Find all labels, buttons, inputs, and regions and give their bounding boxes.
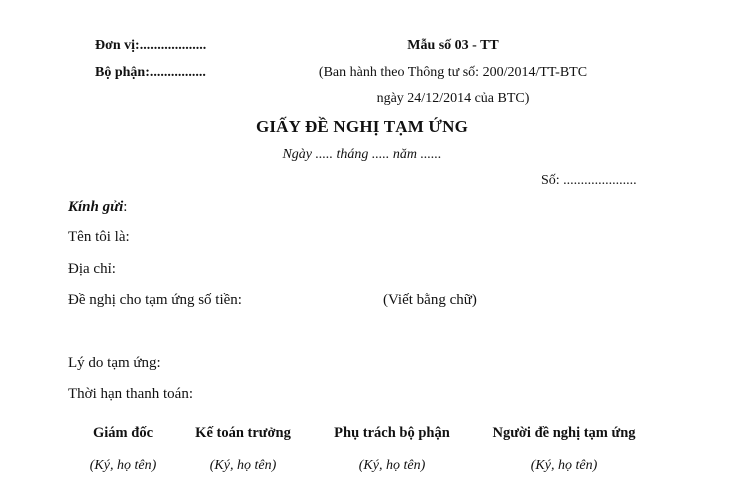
signature-note: (Ký, họ tên)	[89, 458, 157, 473]
signature-requester	[492, 425, 635, 474]
address-label: Địa chỉ:	[68, 261, 116, 277]
decree-line-1: (Ban hành theo Thông tư số: 200/2014/TT-BTC	[318, 65, 588, 80]
signature-role: Người đề nghị tạm ứng	[492, 425, 636, 441]
signature-note: (Ký, họ tên)	[209, 458, 277, 473]
to-label: Kính gửi	[68, 199, 124, 215]
reason-label: Lý do tạm ứng:	[68, 355, 161, 371]
signature-chief-accountant	[195, 425, 291, 474]
amount-in-words-label: (Viết bằng chữ)	[383, 292, 477, 308]
to-line	[68, 199, 127, 216]
document-title: GIẤY ĐỀ NGHỊ TẠM ỨNG	[255, 117, 469, 136]
signature-director	[90, 425, 156, 474]
date-line: Ngày ..... tháng ..... năm ......	[282, 147, 442, 162]
name-label: Tên tôi là:	[68, 229, 130, 245]
signature-role: Giám đốc	[92, 425, 154, 441]
payment-term-label: Thời hạn thanh toán:	[68, 386, 193, 402]
department-label: Bộ phận:................	[95, 65, 206, 80]
to-colon: :	[123, 199, 128, 215]
unit-label: Đơn vị:...................	[95, 38, 207, 53]
signature-note: (Ký, họ tên)	[530, 458, 598, 473]
amount-label: Đề nghị cho tạm ứng số tiền:	[68, 292, 242, 308]
signature-department-head	[334, 425, 450, 474]
signature-role: Kế toán trưởng	[195, 425, 291, 441]
signature-note: (Ký, họ tên)	[358, 458, 426, 473]
document-number: Số: .....................	[541, 173, 637, 188]
signature-role: Phụ trách bộ phận	[334, 425, 450, 441]
form-code: Mẫu số 03 - TT	[407, 38, 499, 53]
decree-line-2: ngày 24/12/2014 của BTC)	[376, 91, 530, 106]
